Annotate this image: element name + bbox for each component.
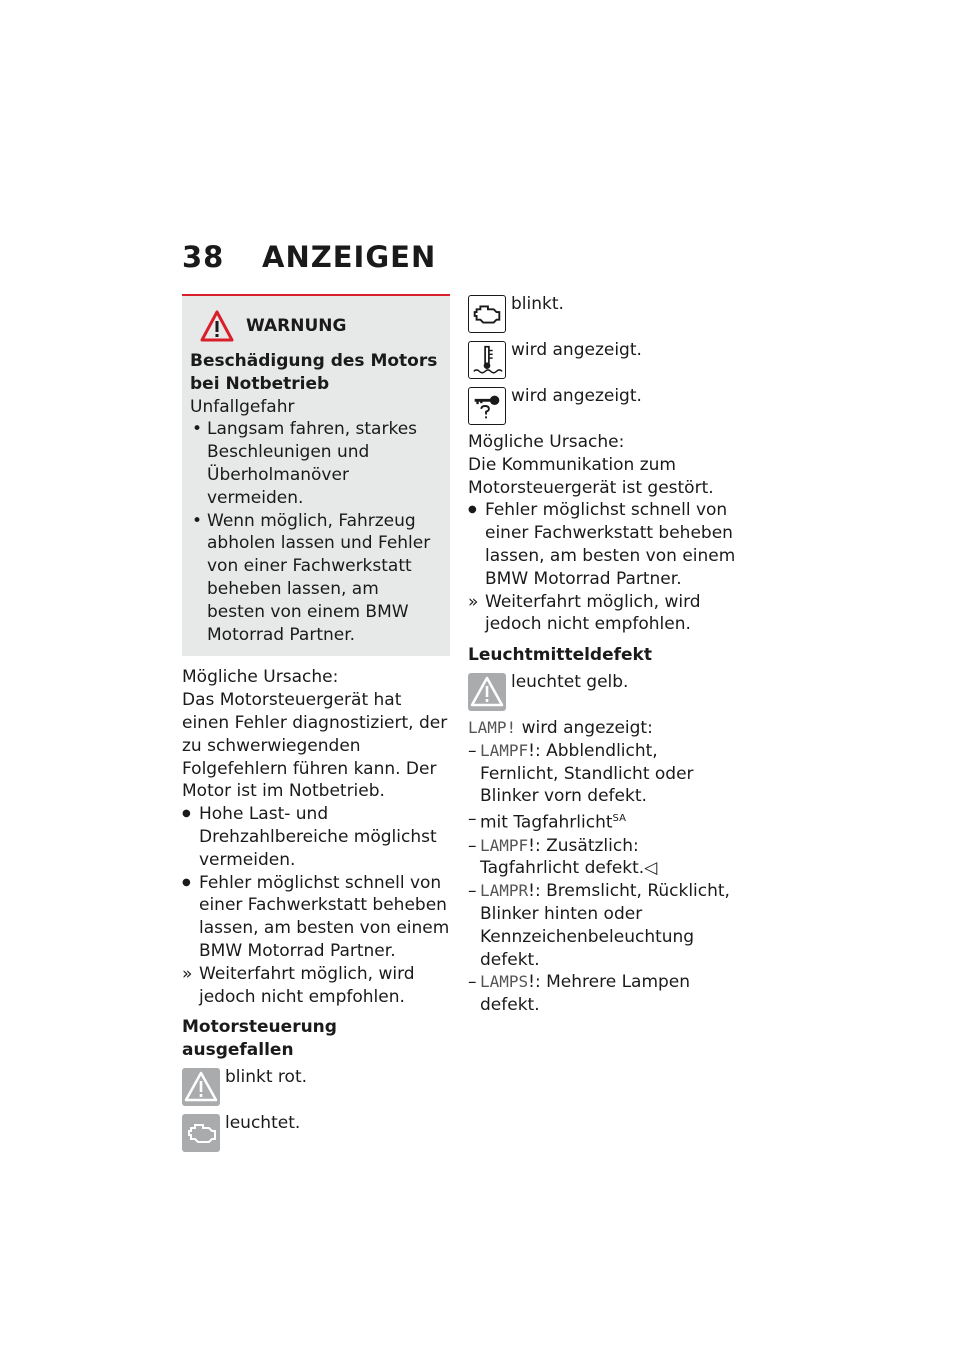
cause-text: Die Kommunikation zum Motorsteuergerät ist gestört. — [468, 454, 714, 498]
icon-row — [182, 1112, 450, 1152]
left-column — [182, 294, 450, 1158]
list-item: • Langsam fahren, starkes Beschleunigen und Überholmanöver vermeiden. — [190, 418, 442, 509]
cause-label: Mögliche Ursache: — [468, 432, 625, 452]
list-item — [468, 808, 738, 834]
warning-subtitle: Unfallgefahr — [190, 396, 295, 417]
engine-icon — [182, 1114, 220, 1152]
warning-list — [190, 418, 442, 646]
icon-row — [468, 671, 738, 711]
list-item: » Weiterfahrt möglich, wird jedoch nicht empfohlen. — [468, 591, 738, 637]
icon-description: wird angezeigt. — [511, 386, 642, 406]
list-item: ● Fehler möglichst schnell von einer Fachwerkstatt beheben lassen, am besten von einem BMW Motorrad Partner. — [468, 499, 738, 590]
action-list — [468, 499, 738, 590]
page-header — [182, 240, 436, 274]
lamp-text: !: Bremslicht, Rücklicht, Blinker hinten oder Kennzeichenbeleuchtung defekt. — [480, 881, 730, 970]
cause-label: Mögliche Ursache: — [182, 667, 339, 688]
warning-lamp-icon — [468, 673, 506, 711]
result-list — [468, 591, 738, 637]
warning-header — [200, 310, 442, 342]
icon-row — [182, 1066, 450, 1106]
right-column — [468, 289, 738, 1017]
lamp-code: LAMPF — [480, 835, 529, 855]
warning-label: WARNUNG — [246, 315, 347, 336]
list-item — [468, 971, 738, 1017]
list-item — [468, 740, 738, 808]
lamp-code: LAMPR — [480, 881, 529, 901]
lamp-list — [468, 740, 738, 1017]
list-item: ● Fehler möglichst schnell von einer Fachwerkstatt beheben lassen, am besten von einem BMW Motorrad Partner. — [182, 872, 450, 963]
list-item: » Weiterfahrt möglich, wird jedoch nicht empfohlen. — [182, 963, 450, 1009]
cause-text: Das Motorsteuergerät hat einen Fehler diagnostiziert, der zu schwerwiegenden Folgefehlern führen kann. Der Motor ist im Notbetrieb. — [182, 690, 448, 802]
icon-description: leuchtet gelb. — [511, 671, 629, 692]
icon-row — [468, 339, 738, 379]
lamp-code: LAMPS — [480, 972, 529, 992]
section-heading-motorsteuerung: Motorsteuerung ausgefallen — [182, 1017, 337, 1061]
icon-description: leuchtet. — [225, 1112, 301, 1133]
list-item: ● Hohe Last- und Drehzahlbereiche möglichst vermeiden. — [182, 803, 450, 871]
warning-title-1: Beschädigung des Motors — [190, 351, 438, 371]
coolant-temperature-icon — [468, 341, 506, 379]
lamp-text: !: Zusätzlich: Tagfahrlicht defekt.◁ — [480, 835, 658, 879]
action-list — [182, 803, 450, 963]
option-marker: SA — [612, 813, 626, 825]
list-item: • Wenn möglich, Fahrzeug abholen lassen und Fehler von einer Fachwerkstatt beheben lassen, am besten von einem BMW Motorrad Partner. — [190, 510, 442, 647]
page-title: ANZEIGEN — [262, 240, 437, 274]
lamp-code-text: wird angezeigt: — [521, 717, 653, 738]
warning-lamp-icon — [182, 1068, 220, 1106]
lamp-code: LAMP! — [468, 717, 517, 737]
lamp-code-line — [468, 717, 738, 740]
lamp-text: mit Tagfahrlicht — [480, 812, 613, 833]
icon-row — [468, 293, 738, 333]
section-heading-leuchtmittel: Leuchtmitteldefekt — [468, 645, 652, 666]
warning-triangle-icon — [200, 310, 234, 342]
key-question-icon — [468, 387, 506, 425]
icon-row — [468, 385, 738, 425]
warning-title-2: bei Notbetrieb — [190, 373, 330, 394]
list-item — [468, 880, 738, 971]
lamp-text: !: Abblendlicht, Fernlicht, Standlicht oder Blinker vorn defekt. — [480, 740, 694, 807]
icon-description: wird angezeigt. — [511, 340, 642, 360]
icon-description: blinkt rot. — [225, 1066, 308, 1087]
lamp-text: !: Mehrere Lampen defekt. — [480, 972, 691, 1016]
engine-icon — [468, 295, 506, 333]
icon-description: blinkt. — [511, 294, 564, 314]
lamp-code: LAMPF — [480, 740, 529, 760]
result-list — [182, 963, 450, 1009]
warning-box — [182, 294, 450, 656]
page-number: 38 — [182, 240, 225, 274]
list-item — [468, 835, 738, 881]
